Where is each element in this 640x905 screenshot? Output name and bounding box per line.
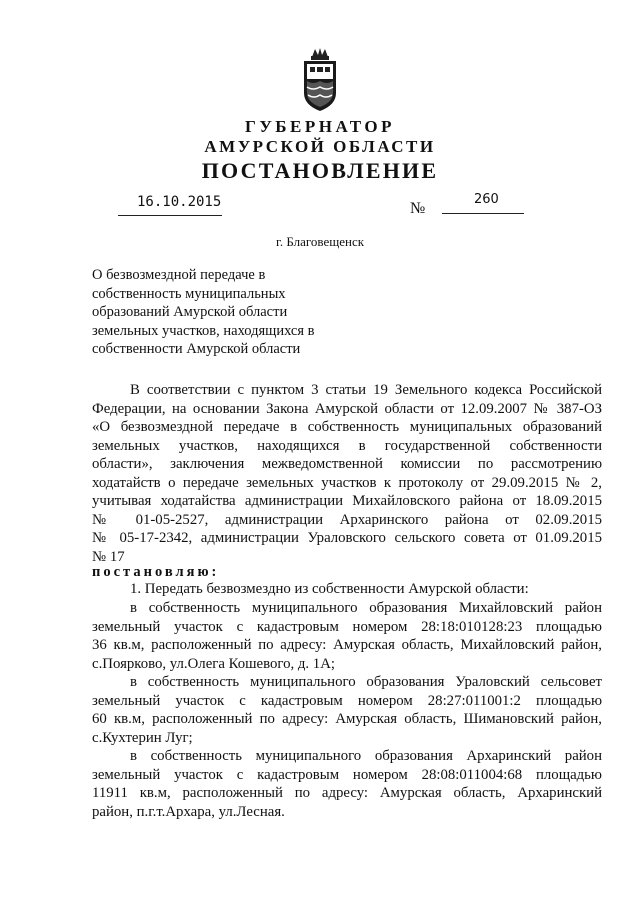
coat-of-arms-icon: [301, 47, 339, 112]
document-number: 260: [474, 192, 499, 207]
sub-item-line: земельный участок с кадастровым номером 28:18:010128:23 площадью: [92, 618, 602, 635]
sub-item-line: 36 кв.м, расположенный по адресу: Амурская область, Михайловский район,: [92, 637, 602, 653]
subject-line: собственность муниципальных: [92, 285, 286, 302]
preamble-line: «О безвозмездной передаче в собственность муниципальных образований: [92, 419, 602, 435]
document-city: г. Благовещенск: [275, 234, 365, 249]
preamble-line: ходатайств о передаче земельных участков к протоколу от 29.09.2015 № 2,: [92, 474, 602, 491]
authority-title: ГУБЕРНАТОР: [245, 117, 395, 136]
subject-line: собственности Амурской области: [92, 341, 301, 357]
subject-line: образований Амурской области: [92, 304, 288, 320]
decree-word: постановляю:: [92, 564, 220, 580]
preamble-line: Федерации, на основании Закона Амурской области от 12.09.2007 № 387-ОЗ: [92, 400, 602, 417]
preamble-line: земельных участков, находящихся в государственной собственности: [92, 437, 602, 454]
item-1: [92, 580, 602, 599]
preamble-line: № 05-17-2342, администрации Ураловского сельского совета от 01.09.2015: [92, 530, 602, 546]
subject-line: О безвозмездной передаче в: [92, 267, 266, 283]
subject-line: земельных участков, находящихся в: [92, 322, 315, 339]
sub-item-line: с.Кухтерин Луг;: [92, 729, 193, 746]
sub-item-line: 11911 кв.м, расположенный по адресу: Амурская область, Архаринский: [92, 785, 602, 801]
preamble-paragraph: [92, 381, 602, 566]
sub-item-line: район, п.г.т.Архара, ул.Лесная.: [92, 803, 285, 820]
document-subject: [92, 266, 315, 359]
authority-region: АМУРСКОЙ ОБЛАСТИ: [204, 137, 436, 156]
sub-item-uralovsky: [92, 673, 602, 747]
document-date: 16.10.2015: [137, 194, 222, 210]
sub-item-line: земельный участок с кадастровым номером 28:08:011004:68 площадью: [92, 766, 602, 783]
preamble-line: № 01-05-2527, администрации Архаринского района от 02.09.2015: [92, 511, 602, 528]
sub-item-mikhailovsky: [92, 599, 602, 673]
sub-item-arkharinsky: [92, 747, 602, 821]
sub-item-line: с.Поярково, ул.Олега Кошевого, д. 1А;: [92, 655, 335, 672]
preamble-line: области», заключения межведомственной комиссии по рассмотрению: [92, 456, 602, 472]
document-type: ПОСТАНОВЛЕНИЕ: [201, 158, 439, 183]
sub-item-line: в собственность муниципального образования Ураловский сельсовет: [130, 674, 602, 690]
sub-item-line: в собственность муниципального образования Михайловский район: [130, 600, 602, 616]
item-1-line: 1. Передать безвозмездно из собственности Амурской области:: [130, 581, 529, 597]
sub-item-line: земельный участок с кадастровым номером 28:27:011001:2 площадью: [92, 692, 602, 709]
sub-item-line: 60 кв.м, расположенный по адресу: Амурская область, Шимановский район,: [92, 711, 602, 727]
number-sign: №: [410, 200, 426, 217]
sub-item-line: в собственность муниципального образования Архаринский район: [130, 748, 602, 764]
preamble-line: № 17: [92, 548, 125, 565]
date-underline: [118, 215, 222, 216]
preamble-line: В соответствии с пунктом 3 статьи 19 Земельного кодекса Российской: [130, 382, 602, 398]
preamble-line: учитывая ходатайства администрации Михайловского района от 18.09.2015: [92, 493, 602, 509]
number-underline: [442, 213, 524, 214]
